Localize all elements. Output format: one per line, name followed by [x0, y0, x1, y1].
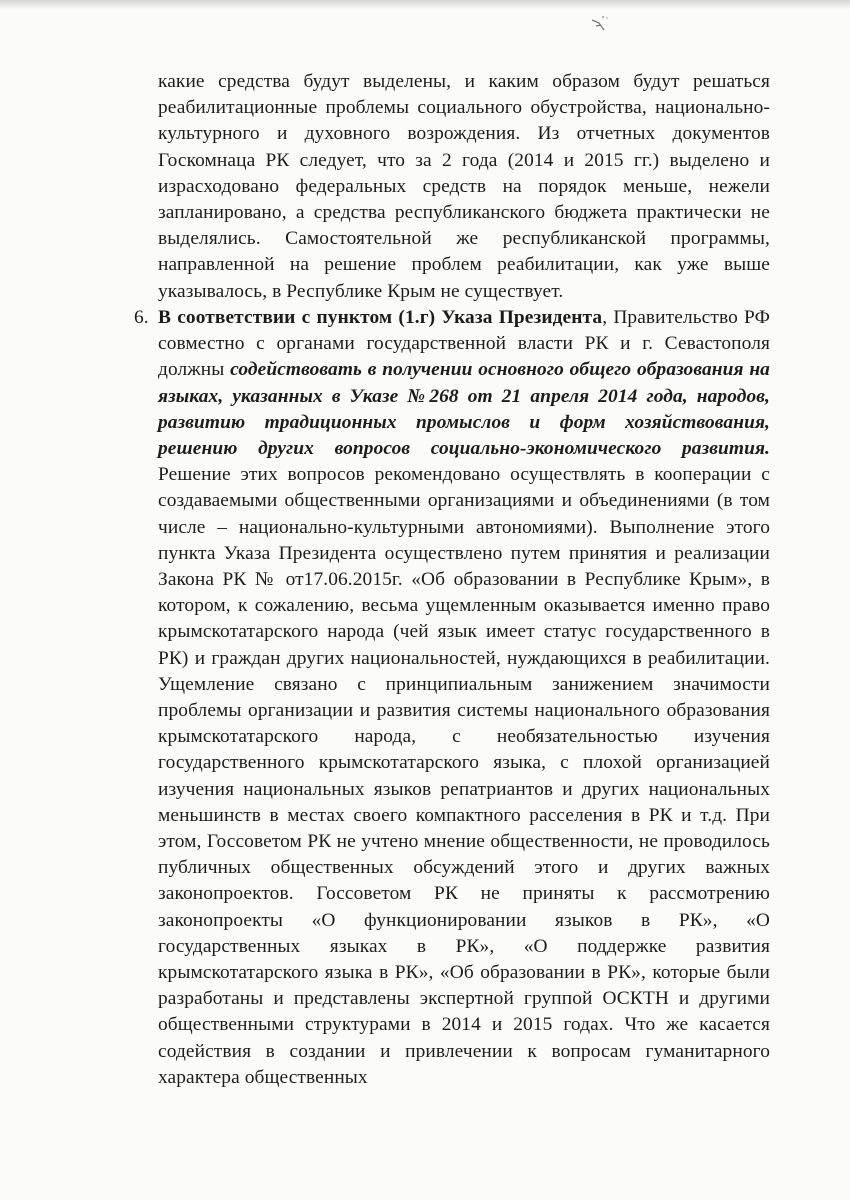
paragraph-continuation: какие средства будут выделены, и каким образом будут решаться реабилитационные проблемы социального обустройства, национально-культурного и духовного возрождения. Из отчетных документов Госкомнаца РК следует, что за 2 года (2014 и 2015 гг.) выделено и израсходовано федеральных средств на порядок меньше, нежели запланировано, а средства республиканского бюджета практически не выделялись. Самостоятельной же республиканской программы, направленной на решение проблем реабилитации, как уже выше указывалось, в Республике Крым не существует. — [158, 71, 770, 302]
list-item-6 — [134, 305, 771, 1091]
scan-artifact-icon — [590, 14, 612, 34]
list-item-text-part-1: , Правительство РФ совместно с органами государственной власти РК и г. Севастополя должны — [158, 307, 771, 381]
scan-top-edge — [0, 0, 850, 10]
list-item-emphasis: содействовать в получении основного общего образования на языках, указанных в Указе №268 от 21 апреля 2014 года, народов, развитию традиционных промыслов и форм хозяйствования, решению других вопросов социально-экономического развития. — [158, 359, 770, 460]
list-item-number: 6. — [134, 307, 149, 328]
list-item-lead-bold: В соответствии с пунктом (1.г) Указа Президента — [158, 307, 603, 328]
list-item-text-part-2: Решение этих вопросов рекомендовано осуществлять в кооперации с создаваемыми общественными организациями и объединениями (в том числе – национально-культурными автономиями). Выполнение этого пункта Указа Президента осуществлено путем принятия и реализации Закона РК № от17.06.2015г. «Об образовании в Республике Крым», в котором, к сожалению, весьма ущемленным оказывается именно право крымскотатарского народа (чей язык имеет статус государственного в РК) и граждан других национальностей, нуждающихся в реабилитации. Ущемление связано с принципиальным занижением значимости проблемы организации и развития системы национального образования крымскотатарского народа, с необязательностью изучения государственного крымскотатарского языка, с плохой организацией изучения национальных языков репатриантов и других национальных меньшинств в местах своего компактного расселения в РК и т.д. При этом, Госсоветом РК не учтено мнение общественности, не проводилось публичных общественных обсуждений этого и других важных законопроектов. Госсоветом РК не приняты к рассмотрению законопроекты «О функционировании языков в РК», «О государственных языках в РК», «О поддержке развития крымскотатарского языка в РК», «Об образовании в РК», которые были разработаны и представлены экспертной группой ОСКТН и другими общественными структурами в 2014 и 2015 годах. Что же касается содействия в создании и привлечении к вопросам гуманитарного характера общественных — [158, 464, 770, 1088]
